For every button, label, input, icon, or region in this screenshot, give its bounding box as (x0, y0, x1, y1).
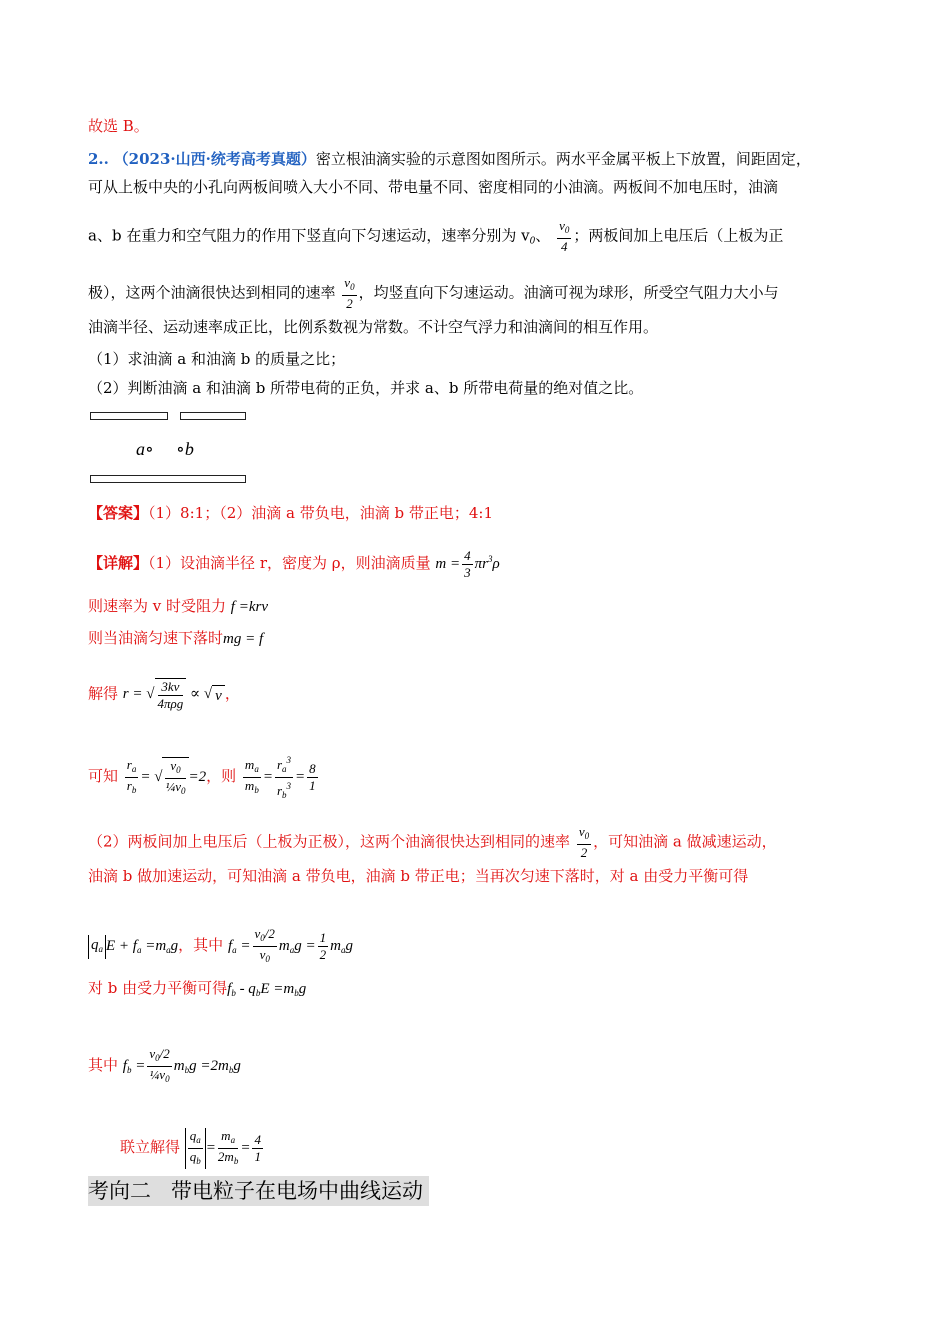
detail-line-7: 油滴 b 做加速运动，可知油滴 a 带负电，油滴 b 带正电；当再次匀速下落时，对 a 由受力平衡可得 (88, 867, 749, 885)
question-line-1 (88, 149, 811, 169)
detail-line-4: 解得 r = √ $\frac{3kv}{\text{4πρg}}$ ∝ √ v ， (88, 679, 240, 711)
drop-a-label: a∘ (136, 439, 154, 459)
answer-text: （1）8:1；（2）油滴 a 带负电，油滴 b 带正电；4:1 (148, 504, 494, 522)
mass-ratio-formula: $\frac{m_a}{m_b}$ = $\frac{r_a^3}{r_b^3}$ = $\frac{8}{1}$ (241, 769, 320, 785)
question-line-4 (88, 275, 779, 312)
question-part-1: （1）求油滴 a 和油滴 b 的质量之比； (88, 350, 346, 368)
upper-plate-left (90, 412, 168, 420)
detail-text: ，其中 (178, 935, 224, 954)
question-text: 极），这两个油滴很快达到相同的速率 (88, 283, 336, 302)
question-line-5: 油滴半径、运动速率成正比，比例系数视为常数。不计空气浮力和油滴间的相互作用。 (88, 318, 659, 336)
mass-formula: m = $\frac{4}{3}$ $\pi r^3\rho$ (435, 548, 500, 580)
detail-line-11 (120, 1128, 265, 1169)
detail-text: ，则 (206, 766, 237, 785)
force-balance-a: $q_a$ $E + f_a =m_ag$ (88, 938, 178, 954)
balance-formula: mg = f (223, 631, 264, 647)
radius-formula: r = √ $\frac{3kv}{\text{4πρg}}$ ∝ √ v (123, 686, 225, 702)
detail-line-8 (88, 926, 353, 967)
detail-line-6 (88, 824, 777, 861)
section-title: 带电粒子在电场中曲线运动 (171, 1179, 424, 1203)
detail-line-5 (88, 752, 320, 803)
question-line-2: 可从上板中央的小孔向两板间喷入大小不同、带电量不同、密度相同的小油滴。两板间不加电压时，油滴 (88, 178, 779, 196)
detail-line-1 (88, 548, 500, 581)
v0-over-2-fraction: $\frac{v_0}{2}$ (344, 275, 355, 311)
radius-ratio-formula: $\frac{r_a}{r_b}$ = √ $\frac{v_0}{\frac{1}{4}v_0}$ =2 (123, 769, 206, 785)
section-label: 考向二 (88, 1179, 151, 1203)
lower-plate (90, 475, 246, 483)
detail-line-10 (88, 1046, 241, 1087)
detail-line-2 (88, 596, 268, 617)
question-source: （2023·山西·统考高考真题） (113, 150, 316, 168)
detail-tag: 【详解】 (88, 553, 149, 572)
upper-plate-right (180, 412, 246, 420)
detail-line-9 (88, 978, 306, 1003)
drop-b-label: ∘b (176, 439, 194, 459)
answer-line (88, 503, 493, 523)
detail-text: ，可知油滴 a 做减速运动， (593, 832, 777, 851)
drag-b-formula: $f_b$ = $\frac{v_0/2}{\frac{1}{4}v_0}$ $m_bg =2m_bg$ (122, 1046, 241, 1084)
detail-text: 则当油滴匀速下落时 (88, 629, 224, 647)
detail-line-3 (88, 628, 263, 649)
detail-text: 可知 (88, 766, 119, 785)
question-line-3: a、b 在重力和空气阻力的作用下竖直向下匀速运动，速率分别为 $v_0$、 $\frac{v_0}{4}$ ；两板间加上电压后（上板为正 (88, 218, 784, 254)
question-text: a、b 在重力和空气阻力的作用下竖直向下匀速运动，速率分别为 v (88, 226, 530, 245)
drag-formula: f =krv (230, 599, 268, 615)
detail-text: 对 b 由受力平衡可得 (88, 979, 228, 997)
force-balance-b: $f_b - q_bE =m_bg$ (227, 981, 307, 998)
charge-ratio-formula: $\frac{q_a}{q_b}$ = $\frac{m_a}{2m_b}$ = $\frac{4}{1}$ (185, 1140, 265, 1156)
answer-tag: 【答案】 (88, 504, 149, 522)
drag-a-formula: $f_a$ = $\frac{v_0/2}{v_0}$ $m_ag$ = $\frac{1}{2}$ $m_ag$ (227, 926, 353, 964)
v0-over-2-fraction: $\frac{v_0}{2}$ (578, 824, 590, 860)
question-text: 密立根油滴实验的示意图如图所示。两水平金属平板上下放置，间距固定， (315, 150, 811, 168)
question-text: ；两板间加上电压后（上板为正 (573, 226, 784, 245)
question-number: 2.. (88, 150, 109, 168)
prev-answer-note: 故选 B。 (88, 117, 149, 135)
detail-text: 其中 (88, 1055, 119, 1074)
detail-text: 则速率为 v 时受阻力 (88, 597, 227, 615)
detail-text: （2）两板间加上电压后（上板为正极），这两个油滴很快达到相同的速率 (88, 832, 571, 851)
question-part-2: （2）判断油滴 a 和油滴 b 所带电荷的正负，并求 a、b 所带电荷量的绝对值之比。 (88, 379, 644, 397)
section-heading (88, 1176, 429, 1206)
v0-over-4-fraction: $\frac{v_0}{4}$ (559, 218, 570, 254)
detail-text: 解得 (88, 684, 119, 703)
detail-text: 联立解得 (120, 1137, 181, 1156)
question-text: ，均竖直向下匀速运动。油滴可视为球形，所受空气阻力大小与 (358, 283, 779, 302)
question-text: 、 (535, 226, 551, 245)
detail-text: （1）设油滴半径 r，密度为 ρ，则油滴质量 (148, 553, 431, 572)
